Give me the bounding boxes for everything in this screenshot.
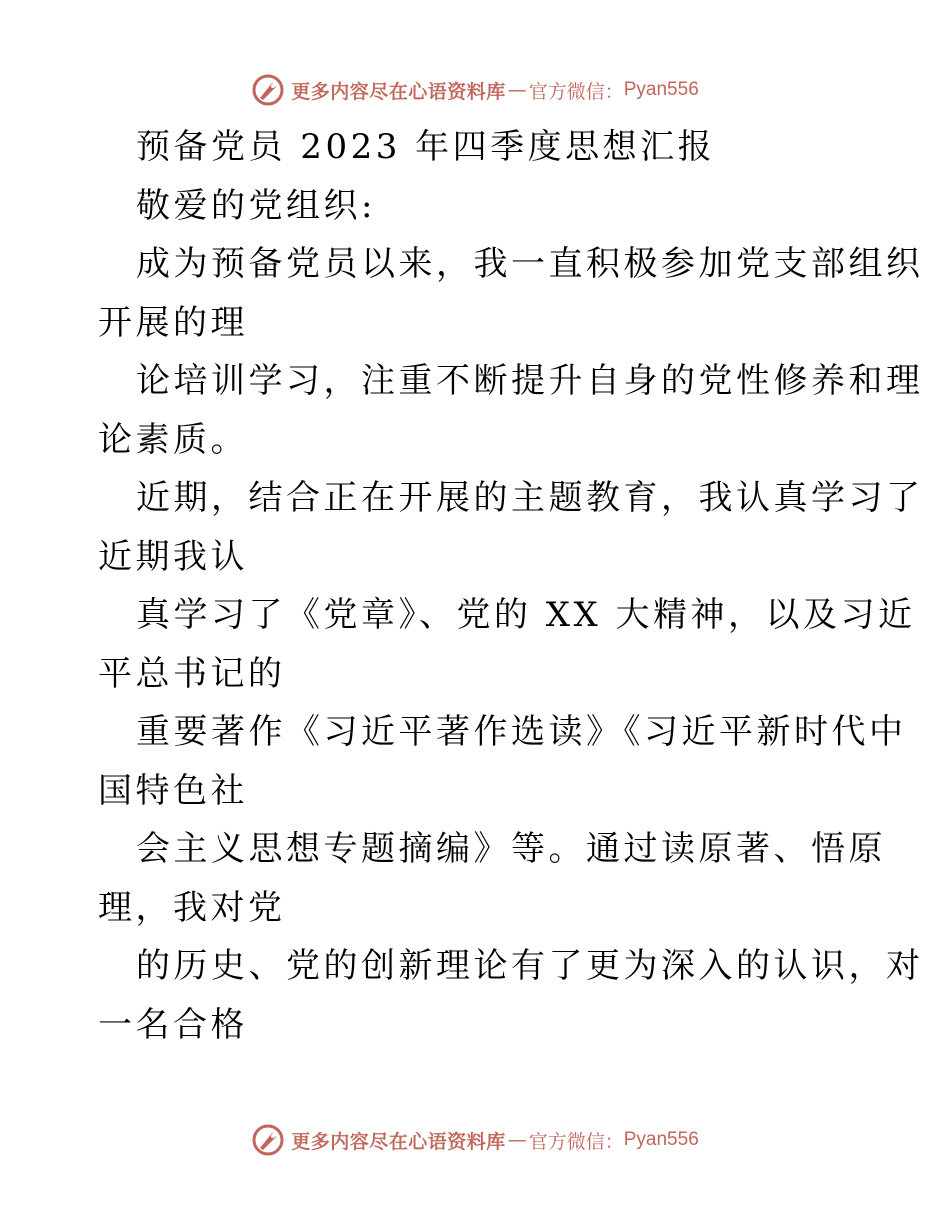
text-line: 近期，结合正在开展的主题教育，我认真学习了 (136, 478, 924, 518)
text-line: 论素质。 (98, 419, 248, 460)
text-line: 一名合格 (98, 1004, 248, 1045)
document-title: 预备党员 2023 年四季度思想汇报 (136, 127, 716, 167)
watermark-wechat-label: 官方微信： (528, 1130, 624, 1153)
text-line: 论培训学习，注重不断提升自身的党性修养和理 (136, 361, 924, 401)
watermark-separator: — (507, 79, 527, 101)
header-watermark (0, 70, 950, 110)
watermark-brand-text: 更多内容尽在心语资料库 (291, 1130, 506, 1153)
text-line: 国特色社 (98, 770, 248, 811)
document-body (98, 118, 924, 1054)
text-line: 成为预备党员以来，我一直积极参加党支部组织 (136, 244, 924, 284)
watermark-brand-text: 更多内容尽在心语资料库 (291, 80, 506, 103)
watermark-separator: — (507, 1129, 527, 1151)
text-line: 真学习了《党章》、党的 XX 大精神，以及习近 (136, 595, 916, 635)
text-line: 重要著作《习近平著作选读》《习近平新时代中 (136, 712, 907, 752)
text-line: 敬爱的党组织: (136, 185, 376, 226)
watermark-wechat-label: 官方微信： (528, 80, 624, 103)
text-line: 会主义思想专题摘编》等。通过读原著、悟原 (136, 829, 886, 869)
text-line: 近期我认 (98, 536, 248, 577)
footer-watermark (0, 1120, 950, 1160)
text-line: 平总书记的 (98, 653, 286, 694)
text-line: 的历史、党的创新理论有了更为深入的认识，对 (136, 946, 924, 986)
text-line: 理，我对党 (98, 887, 286, 928)
pen-nib-icon (251, 73, 285, 107)
watermark-wechat-id: Pyan556 (623, 79, 699, 100)
watermark-wechat-id: Pyan556 (623, 1129, 699, 1150)
text-line: 开展的理 (98, 302, 248, 343)
pen-nib-icon (251, 1123, 285, 1157)
